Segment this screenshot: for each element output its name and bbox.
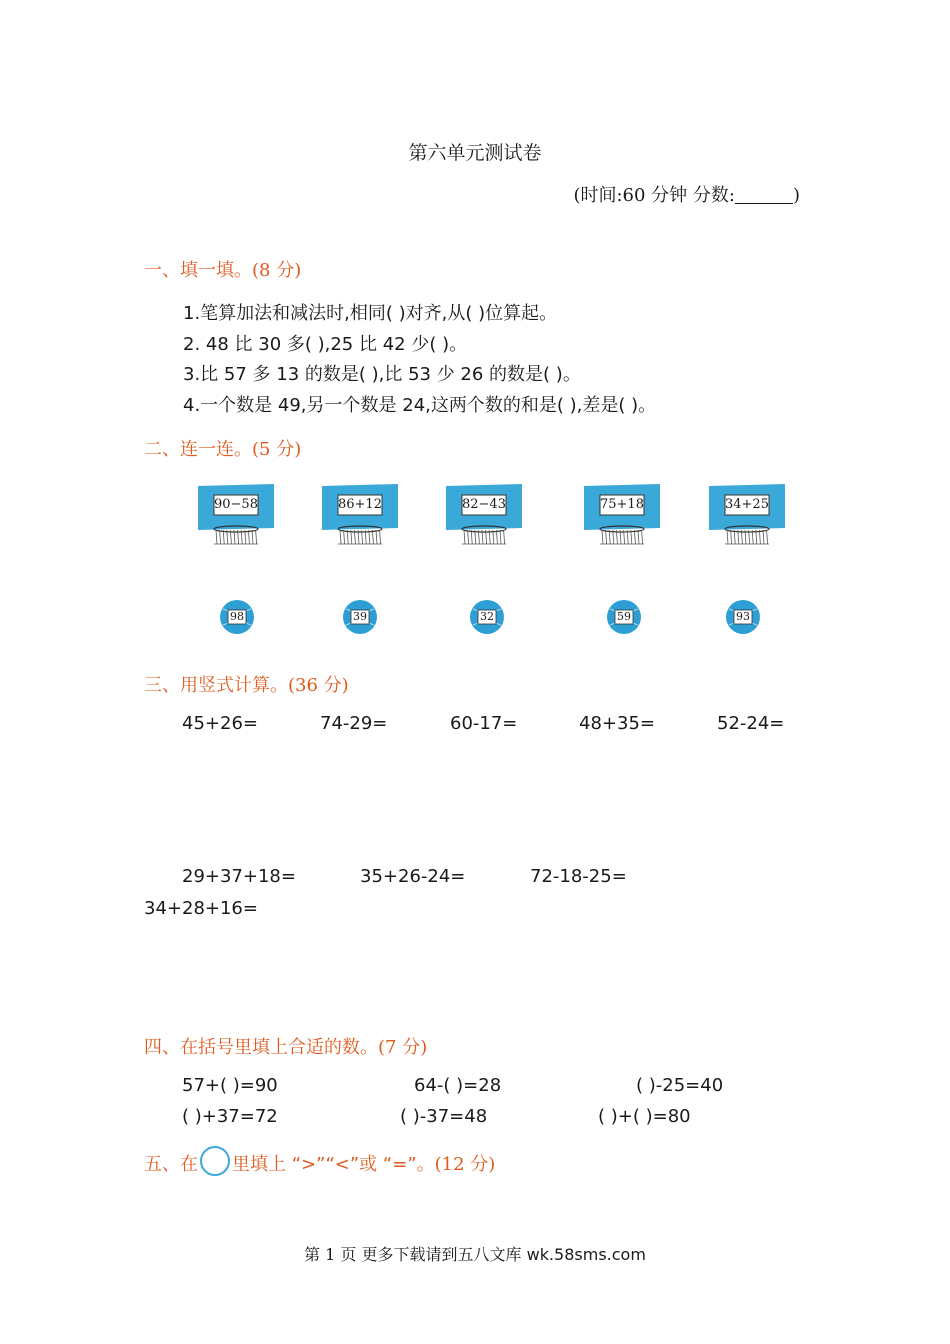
basketball-hoop bbox=[320, 482, 400, 546]
hoop-expression: 82−43 bbox=[462, 497, 506, 512]
fill-item: ( )-25=40 bbox=[636, 1075, 724, 1096]
ball-number: 98 bbox=[230, 610, 244, 623]
basketball[interactable] bbox=[219, 599, 255, 635]
basketball-hoop bbox=[707, 482, 787, 546]
score-blank bbox=[735, 185, 793, 204]
circle-icon bbox=[200, 1146, 230, 1176]
hoop-icon bbox=[582, 482, 662, 546]
section-3-title: 三、用竖式计算。 bbox=[144, 675, 288, 696]
section-5-points: (12 分) bbox=[434, 1154, 496, 1175]
page-footer bbox=[0, 1242, 950, 1265]
footer-link[interactable]: wk.58sms.com bbox=[526, 1245, 646, 1264]
section-3-points: (36 分) bbox=[288, 675, 349, 696]
calc-item: 74-29= bbox=[320, 713, 388, 734]
calc-item: 60-17= bbox=[450, 713, 518, 734]
calc-item: 35+26-24= bbox=[360, 866, 466, 887]
calc-item: 52-24= bbox=[717, 713, 785, 734]
calc-item: 34+28+16= bbox=[144, 898, 258, 919]
hoop-icon bbox=[320, 482, 400, 546]
section-4-heading bbox=[144, 1033, 427, 1059]
question-1-4: 4.一个数是 49,另一个数是 24,这两个数的和是( ),差是( )。 bbox=[183, 395, 657, 416]
calc-item: 48+35= bbox=[579, 713, 655, 734]
page-title: 第六单元测试卷 bbox=[408, 142, 542, 164]
question-1-1: 1.笔算加法和减法时,相同( )对齐,从( )位算起。 bbox=[183, 303, 558, 324]
hoop-expression: 90−58 bbox=[214, 497, 258, 512]
section-5-title-start: 五、在 bbox=[144, 1154, 198, 1175]
hoop-expression: 86+12 bbox=[338, 497, 382, 512]
section-4-points: (7 分) bbox=[378, 1037, 428, 1058]
calc-item: 45+26= bbox=[182, 713, 258, 734]
fill-item: 57+( )=90 bbox=[182, 1075, 278, 1096]
basketball[interactable] bbox=[469, 599, 505, 635]
basketball-hoop bbox=[582, 482, 662, 546]
ball-number: 93 bbox=[736, 610, 750, 623]
question-1-2: 2. 48 比 30 多( ),25 比 42 少( )。 bbox=[183, 334, 468, 355]
basketball-hoop bbox=[444, 482, 524, 546]
section-4-title: 四、在括号里填上合适的数。 bbox=[144, 1037, 378, 1058]
hoop-icon bbox=[707, 482, 787, 546]
exam-meta bbox=[573, 181, 800, 207]
hoop-icon bbox=[196, 482, 276, 546]
ball-number: 39 bbox=[353, 610, 367, 623]
basketball[interactable] bbox=[342, 599, 378, 635]
hoop-expression: 34+25 bbox=[725, 497, 769, 512]
section-2-heading bbox=[144, 435, 301, 461]
basketball[interactable] bbox=[725, 599, 761, 635]
section-1-points: (8 分) bbox=[252, 260, 302, 281]
basketball[interactable] bbox=[606, 599, 642, 635]
section-3-heading bbox=[144, 671, 349, 697]
calc-item: 29+37+18= bbox=[182, 866, 296, 887]
meta-close: ) bbox=[792, 185, 800, 206]
basketball-hoop bbox=[196, 482, 276, 546]
ball-number: 32 bbox=[480, 610, 494, 623]
hoop-icon bbox=[444, 482, 524, 546]
fill-item: 64-( )=28 bbox=[414, 1075, 502, 1096]
section-5-heading bbox=[144, 1146, 495, 1176]
time-and-score-label: (时间:60 分钟 分数: bbox=[573, 185, 735, 206]
question-1-3: 3.比 57 多 13 的数是( ),比 53 少 26 的数是( )。 bbox=[183, 364, 581, 385]
section-2-points: (5 分) bbox=[252, 439, 302, 460]
ball-number: 59 bbox=[617, 610, 631, 623]
hoop-expression: 75+18 bbox=[600, 497, 644, 512]
footer-text: 第 1 页 更多下载请到五八文库 bbox=[304, 1245, 527, 1264]
fill-item: ( )-37=48 bbox=[400, 1106, 488, 1127]
section-5-title-end: 里填上 “>”“<”或 “=”。 bbox=[232, 1154, 435, 1175]
fill-item: ( )+37=72 bbox=[182, 1106, 278, 1127]
calc-item: 72-18-25= bbox=[530, 866, 627, 887]
fill-item: ( )+( )=80 bbox=[598, 1106, 691, 1127]
section-1-heading bbox=[144, 256, 301, 282]
section-2-title: 二、连一连。 bbox=[144, 439, 252, 460]
section-1-title: 一、填一填。 bbox=[144, 260, 252, 281]
